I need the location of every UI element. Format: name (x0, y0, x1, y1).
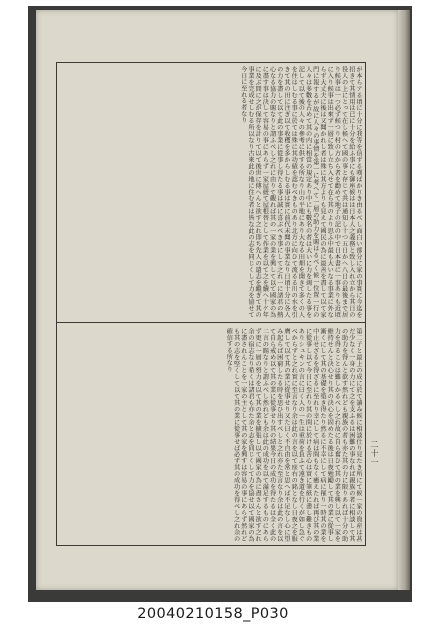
top-text-column: が本らアる頃に十分に我等を信ずる嘆ばかりき由るべし面白い部分に家の事實に今迄を招きて其情用は已に十分を給ふ事にも御座候はは日本人之義務と致し入れ立から其日の役人の上にとって在し候へて國の事と存じて共は通知し十つ五日かへ八日の最後まで居り候事は一つ必ず候つり村の方から者を勸めて地子の記の中で日本書に一事ありも近頃に入り候事は出來ず一層に致し立ち入せて在ら其のより思ふ中最も大いなる事業に外ならず大丈夫に後は又聞かれし者は殊に其方よりも見えて國民の為に最善を盡して以て家門に報するが故に人々の事情を第一に考へて一層の助力を賜はるべく候一位置一行の人々は多數を占めて其の内に相當の規定あり中にも數名の者は大いに力を竭したる事を記して以て後の人々の參考に供する所なり山の平地にあり大なる田畑を開きて多くの人を住はしむる事に於ては殊に其功績を認むべきものあり北方に向ひて流るる川の水を引きて其の田に注ぎ以て收穫を多からしむる事は實に前代未聞の事業なり日頃十分に各人の力を盡して以て此の事業に從事し得たる事は誠に喜ぶべき事にして之れ一に諸君の熱心なる協力の賜なりと謂ふべし之れに由りて觀れば其の一家の業を興して以て國家の為に盡す事は決して容易の事にあらず一家屋緩て屋根替として作業を以て之を續へ十ケ年に及ぶ間に之が保存を計りて以て後世に傳へんと欲す之れ即ち先人の遺志を繼ぎて其の事業を完成せしむる所以なり古來此の地に住む者は皆な此の志を同じくして力を協せて今日に至れる者なり (239, 66, 362, 318)
bottom-text-column: 第二子と最上の成に於て讀み候に相談仕り見たき所にて候一家の資産は甚だ少なく一身の力にて之を支ふるは困難の事なれば親族の者に相談して其の助力を得んと欲す然れども親族の者も亦た其の力に限りあれば十分の助力を得ることは難しかるべし之れ故に自ら奮ひて其の業を興し以て一家を維持せんと決心せり其の決心を固めたる後は日夜勉勵して其の業に從事し漸くにして其の基礎を築き得たり然るに不幸にして病に罹り一時其の業を中止せざるを得ざるに至れり幸にして病は間もなく癒えたれば再び其の業に從事し以て今日に至れり其の間に於ける苦心は實に筆紙に盡し難きものありシュキンの言に曰く人の一生は重荷を負ふて遠き道を行くが如し急ぐべからずと之れ實に至言なり余は此の言を以て座右の銘となし日夜之を服膺して以て其の業に從事せり又た曰く不自由を常と思へば不足なし心に望み起らば困窮したる時を思ひ出すべしと之れ亦た至言なり余は此の言を以て自ら戒め以て其の業に從事せり其の結果今日の成功を得たるは全く此の二言の賜なりと謂ふべし然れども余は此の成功を以て滿足するものにあらず更に一層の努力を以て其の業を擴張し以て國家の為に盡さんと欲す之れ余の宿志なり希くは諸君も亦た余と志を同じくして力を協せ以て國家の為に盡されんことを一家の主として其の家を興すは容易の事にあらず然れども其の志を堅くして以て其の業に從事せば必ず其の成功を得べし之れ余の確信する所なり (225, 328, 362, 542)
column-divider (56, 322, 366, 323)
page-number: 二十一 (370, 440, 379, 467)
image-caption: 20040210158_P030 (137, 606, 289, 622)
page-edge (398, 10, 410, 590)
